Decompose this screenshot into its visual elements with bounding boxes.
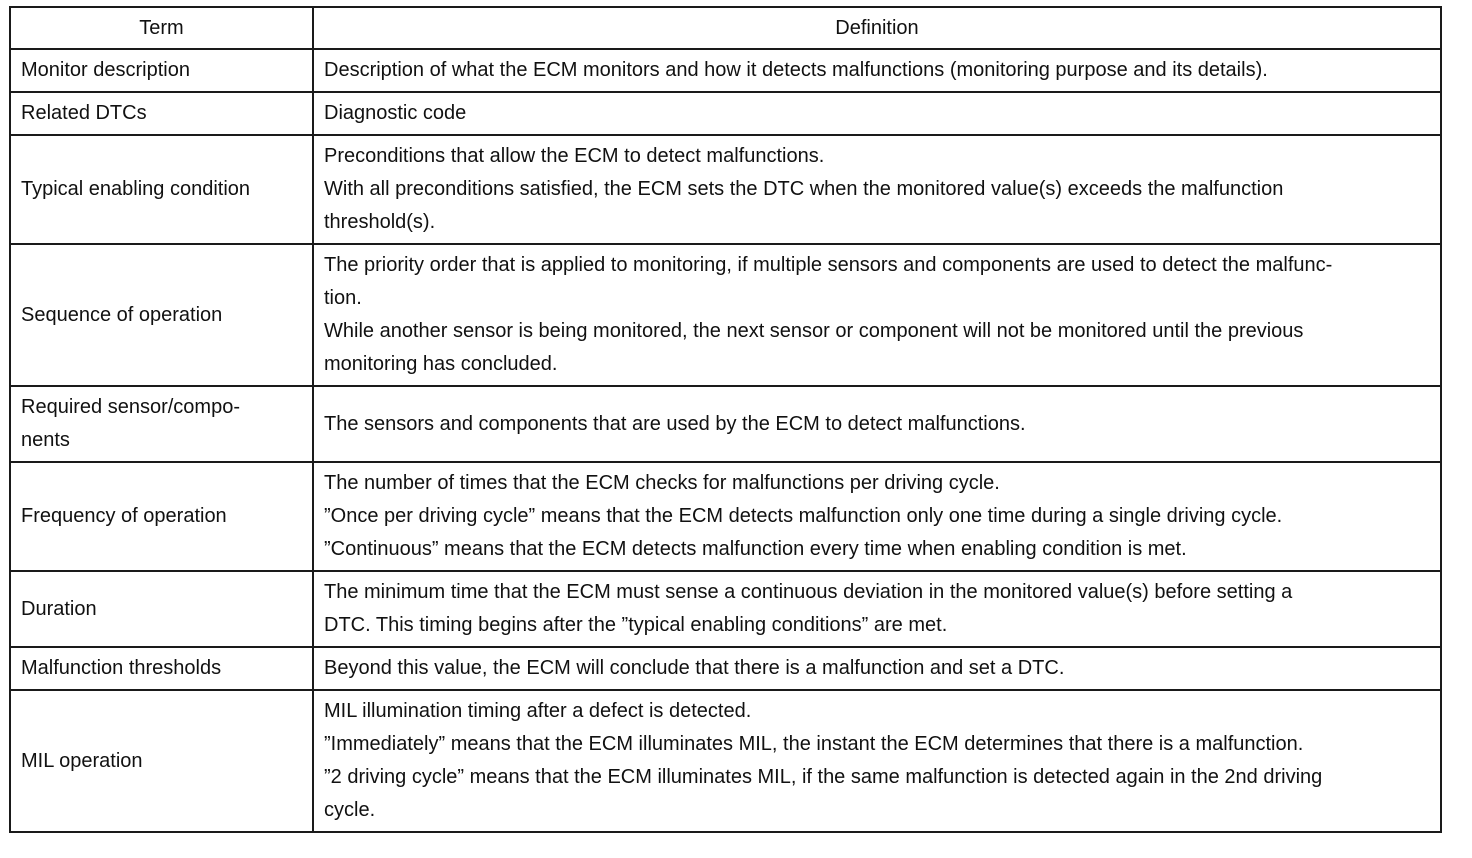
definition-text-line: ”2 driving cycle” means that the ECM illuminates MIL, if the same malfunction is detected again in the 2nd driving [324, 766, 1323, 788]
term-text-line: Monitor description [21, 59, 190, 81]
definition-text-line: The number of times that the ECM checks for malfunctions per driving cycle. [324, 472, 1000, 494]
table-row [10, 462, 1441, 571]
term-cell [10, 647, 313, 690]
definition-text-line: Beyond this value, the ECM will conclude that there is a malfunction and set a DTC. [324, 657, 1065, 679]
definition-cell [313, 386, 1441, 462]
term-cell [10, 386, 313, 462]
definition-text-line: ”Continuous” means that the ECM detects malfunction every time when enabling condition is met. [324, 538, 1187, 560]
term-text-line: Duration [21, 597, 97, 620]
terms-table-container [9, 6, 1440, 833]
definition-text-line: cycle. [324, 799, 376, 821]
table-row [10, 49, 1441, 92]
definition-cell [313, 49, 1441, 92]
term-text-line: Required sensor/compo- [21, 396, 240, 418]
definition-text-line: ”Once per driving cycle” means that the ECM detects malfunction only one time during a single driving cycle. [324, 505, 1283, 527]
definition-text-line: DTC. This timing begins after the ”typical enabling conditions” are met. [324, 614, 948, 636]
definition-text-line: The minimum time that the ECM must sense a continuous deviation in the monitored value(s) before setting a [324, 581, 1293, 603]
term-text-line: Typical enabling condition [21, 178, 251, 200]
definition-text-line: Description of what the ECM monitors and how it detects malfunctions (monitoring purpose and its details). [324, 59, 1268, 81]
table-row [10, 244, 1441, 386]
term-cell [10, 49, 313, 92]
definition-text-line: The sensors and components that are used by the ECM to detect malfunctions. [324, 412, 1026, 435]
definition-text-line: threshold(s). [324, 211, 436, 233]
definition-text-line: The priority order that is applied to monitoring, if multiple sensors and components are used to detect the malfunc- [324, 254, 1333, 276]
definition-cell [313, 462, 1441, 571]
table-row [10, 135, 1441, 244]
term-text-line: Frequency of operation [21, 505, 227, 527]
term-cell [10, 92, 313, 135]
table-row [10, 647, 1441, 690]
definition-text-line: monitoring has concluded. [324, 353, 558, 375]
term-text-line: Malfunction thresholds [21, 657, 222, 679]
table-row [10, 386, 1441, 462]
definition-text-line: With all preconditions satisfied, the ECM sets the DTC when the monitored value(s) exceeds the malfunction [324, 178, 1284, 200]
definition-text-line: Preconditions that allow the ECM to detect malfunctions. [324, 145, 825, 167]
term-text-line: Sequence of operation [21, 303, 223, 326]
definition-cell [313, 690, 1441, 832]
terms-definitions-table [9, 6, 1442, 833]
term-text-line: MIL operation [21, 749, 143, 772]
term-cell [10, 690, 313, 832]
term-text-line: nents [21, 429, 70, 451]
term-cell [10, 244, 313, 386]
table-row [10, 690, 1441, 832]
definition-text-line: tion. [324, 287, 362, 309]
term-cell [10, 135, 313, 244]
table-header-row [10, 7, 1441, 49]
term-text-line: Related DTCs [21, 102, 147, 124]
definition-cell [313, 135, 1441, 244]
table-body [10, 49, 1441, 832]
definition-text-line: While another sensor is being monitored, the next sensor or component will not be monitored until the previous [324, 320, 1304, 342]
definition-cell [313, 92, 1441, 135]
definition-cell [313, 244, 1441, 386]
definition-text-line: ”Immediately” means that the ECM illuminates MIL, the instant the ECM determines that there is a malfunction. [324, 733, 1304, 755]
definition-text-line: MIL illumination timing after a defect is detected. [324, 700, 752, 722]
table-row [10, 92, 1441, 135]
definition-text-line: Diagnostic code [324, 102, 467, 124]
definition-cell [313, 647, 1441, 690]
term-cell [10, 462, 313, 571]
definition-column-header: Definition [313, 7, 1441, 49]
term-column-header: Term [10, 7, 313, 49]
table-row [10, 571, 1441, 647]
term-cell [10, 571, 313, 647]
definition-cell [313, 571, 1441, 647]
